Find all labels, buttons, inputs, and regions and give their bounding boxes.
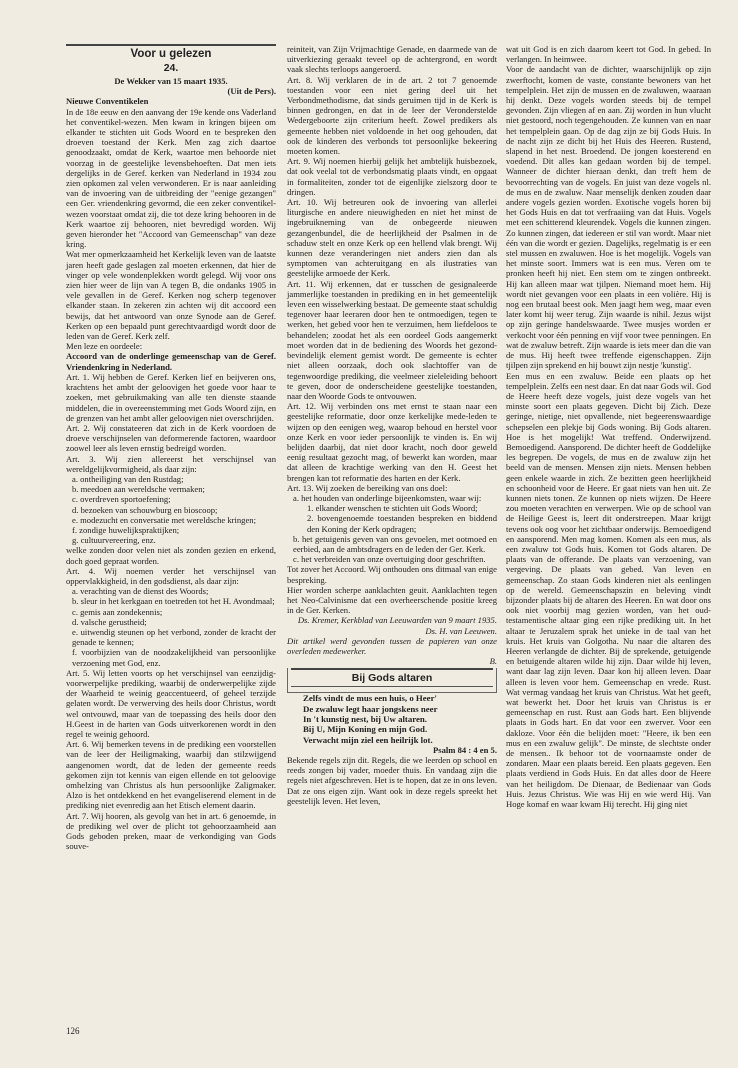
- article-13: Art. 13. Wij zoeken de bereiking van ons doel:: [287, 482, 448, 493]
- list-item: e. modezucht en conversatie met wereldsche kringen;: [72, 514, 256, 525]
- list-item: g. cultuurvereering, enz.: [72, 535, 156, 546]
- list-item: c. gemis aan zondekennis;: [72, 606, 163, 617]
- editor-note: Dit artikel werd gevonden tussen de papieren van onze overleden medewerker.: [287, 635, 497, 656]
- article-title: Voor u gelezen: [130, 48, 212, 60]
- article-3: Art. 3. Wij zien allereerst het verschijnsel van wereldgelijkvormigheid, als daar zijn:: [66, 453, 276, 474]
- signature-second: Ds. H. van Leeuwen.: [425, 625, 497, 636]
- psalm-verse: [287, 693, 497, 744]
- list-item: a. verachting van de dienst des Woords;: [72, 586, 209, 597]
- verse-line: In 't kunstig nest, bij Uw altaren.: [303, 713, 427, 724]
- article-2-rule: [291, 668, 493, 670]
- list-item: d. valsche gerustheid;: [72, 616, 147, 627]
- read-judge-line: Men leze en oordeele:: [66, 341, 143, 352]
- list-item: 2. bovengenoemde toestanden bespreken en biddend den Koning der Kerk opdragen;: [307, 513, 497, 534]
- article-subtitle: Nieuwe Conventikelen: [66, 96, 149, 107]
- list-item: a. ontheiliging van den Rustdag;: [72, 473, 184, 484]
- article-2-paragraph: Voor de aandacht van de dichter, waarschijnlijk op zijn zwerftocht, komen de vaste, constante bewoners van het tempelplein. Het zijn de mussen en de zwaluwen, waaraan hij denkt. Deze vogels worden steeds bij de tempel gevonden. Zijn vliegen af en aan. Zij worden in hun vlucht niet gestoord, noch tegengehouden. Ze kunnen van en naar het tempelplein gaan. Op de dag zijn ze bij Gods Huis. In de nacht zijn ze dicht bij het Huis des Heeren. Rustend, slapend in het nest. Broedend. De jongen koesterend en voedend. Dit alles kan gedaan worden bij de tempel. Wanneer de dichter hieraan denkt, dan treft hem de bevoorrechting van de vogels. En juist van deze vogels nl. de mus en de zwaluw. Naar menselijk denken zouden daar andere vogels gezien worden. Exotische vogels horen bij het Gods Huis en dat tot verfraaiing van dat Huis. Vogels met een schitterend kleurendek. Vogels die kunnen zingen. Zo kunnen zingen, dat iedereen er stil van wordt. Maar niet één van die wordt er gezien. Dagelijks, regelmatig is er een stel mussen en zwaluwen. Hoe is het mogelijk. Vogels van het minste soort. Immers wat is een mus. Veren om te pronken heeft hij niet. Een stem om te zingen ontbreekt. Hij kan alleen maar wat tjilpen. Niemand moet hem. Hij wordt niet gevangen voor een plaats in een volière. Hij is nog een brutaal beest ook. Men jaagt hem weg, maar even later komt hij weer terug. Zijn waarde is nihil. Jezus wijst op zijn geringe handelswaarde. Twee musjes worden er verkocht voor één penning en vijf voor twee penningen. En wat de zwaluw betreft. Zijn waarde is iets meer dan die van de mus. Hij heeft twee treffende eigenschappen. Zijn tjilpen zijn sprekend en hij bouwt zijn nestje 'kunstig'.: [506, 64, 711, 371]
- article-4: Art. 4. Wij noemen verder het verschijnsel van oppervlakkigheid, in den godsdienst, als daar zijn:: [66, 565, 276, 586]
- accord-title: Accoord van de onderlinge gemeenschap van de Geref. Vriendenkring in Nederland.: [66, 351, 276, 372]
- article-9: Art. 9. Wij noemen hierbij gelijk het ambtelijk huisbezoek, dat ook veelal tot de verbondsmatig plaats vindt, en opgaat in formaliteiten, zonder tot de eigenlijke zielszorg door te dringen.: [287, 156, 497, 197]
- article-2-title: Bij Gods altaren: [351, 672, 433, 685]
- article-number: 24.: [163, 62, 179, 74]
- article-8: Art. 8. Wij verklaren de in de art. 2 tot 7 genoemde toestanden voor een niet gering deel uit het Verbondmethodisme, dat sinds geruimen tijd in de Kerk is binnen gedrongen, en dat in de leer der Veronderstelde Wedergeboorte zijn criterium heeft. Zowel predikers als gemeente hebben niet voldoende in het oog gehouden, dat ook de kinderen des verbonds tot persoonlijke bekeering moeten komen.: [287, 74, 497, 157]
- list-item: f. zondige huwelijkspraktijken;: [72, 524, 180, 535]
- intro-paragraph: In de 18e eeuw en den aanvang der 19e kende ons Vaderland het conventikel-wezen. Men kwam in kringen bijeen om elkander te stichten uit Gods Woord en te bespreken den droeven toestand der Kerk. Men zag zich daartoe genoodzaakt, omdat de Kerk, waartoe men behoorde niet voorzag in de geestelijke levensbehoeften. Dat men iets dergelijks in de Geref. kerken van Nederland in 1934 zou zien opkomen zal velen verwonderen. Er is naar aanleiding van de invoering van de uitbreiding der "eenige gezangen" een Ger. vriendenkring gevormd, die een zeker conventikel-wezen voorstaat omdat zij, die tot deze kring behooren in de Kerk waartoe zij behooren, niet bevredigd worden. Wij geven hieronder het "Accoord van Gemeenschap" van deze kring.: [66, 106, 276, 250]
- article-2: Art. 2. Wij constateeren dat zich in de Kerk voordoen de droeve verschijnselen van deformerende factoren, waardoor zoowel leer als leven ernstig bedreigd worden.: [66, 422, 276, 454]
- commentary-paragraph: Wat mer opmerkzaamheid het Kerkelijk leven van de laatste jaren heeft gade geslagen zal moeten erkennen, dat hier de vinger op vele wondenplekken wordt gelegd. Wij voor ons zien hier weer de lijn van A tegen B, die ondanks 1905 in vele gevallen in de Geref. Kerken nog scherp tegenover elkander staan. In zekeren zin achten wij dit accoord een bewijs, dat het antwoord van onze Synode aan de Geref. Kerken op een bepaald punt gerechtvaardigd wordt door de leden van de Geref. Kerk zelf.: [66, 249, 276, 342]
- list-item: b. sleur in het kerkgaan en toetreden tot het H. Avondmaal;: [72, 596, 275, 607]
- article-4-list: [66, 586, 276, 668]
- article-13-list: [287, 493, 497, 564]
- list-item: c. het verbreiden van onze overtuiging door geschriften.: [293, 554, 486, 565]
- column-3: [506, 44, 711, 809]
- article-11: Art. 11. Wij erkennen, dat er tusschen de gesignaleerde jammerlijke toestanden in prediking en in het gemeentelijk leven een wisselwerking bestaat. De gemeente staat schuldig tegenover haar leeraren door hen te ontmoedigen, tegen te werken, het gebed voor hen te verzuimen, hem liefdeloos te behandelen; zoodat het als een oordeel Gods aangemerkt moet worden dat in de bediening des Woords het gezond-bevindelijk element gemist wordt. De gemeente is echter niet alleen oorzaak, doch ook slachtoffer van de tegenwoordige prediking, die veelmeer zieleleiding behoort te geven, door de onderscheidene geestelijke toestanden, naar den Woorde Gods te ontvouwen.: [287, 278, 497, 401]
- list-item: c. overdreven sportoefening;: [72, 494, 171, 505]
- article-2-header-box: [287, 668, 497, 693]
- column-1: [66, 44, 276, 851]
- closing-paragraph-2: Hier worden scherpe aanklachten geuit. Aanklachten tegen het Neo-Calvinisme dat een overheerschende positie kreeg in de Ger. Kerken.: [287, 584, 497, 616]
- article-2-thin-rule: [291, 686, 493, 687]
- article-10: Art. 10. Wij betreuren ook de invoering van allerlei liturgische en andere nieuwigheden en niet het minst de ingebruikneming van de onbegeerde nieuwen gezangenbundel, die de heerlijkheid der Psalmen in de schaduw stelt en onze Kerk op een hellend vlak brengt. Wij kunnen deze veranderingen niet anders zien dan als symptomen van achteruitgang en als ilustraties van geestelijke armoede der Kerk.: [287, 197, 497, 279]
- list-item: e. uitwendig steunen op het verbond, zonder de kracht der genade te kennen;: [72, 626, 276, 648]
- psalm-reference: Psalm 84 : 4 en 5.: [433, 744, 497, 755]
- list-item: b. het getuigenis geven van ons gevoelen, met ootmoed en eerbied, aan de ambtsdragers en de leden der Ger. Kerk.: [293, 533, 497, 554]
- editor-initial: B.: [489, 656, 497, 667]
- verse-line: Bij U, Mijn Koning en mijn God.: [303, 724, 428, 735]
- closing-paragraph: Tot zover het Accoord. Wij onthouden ons ditmaal van enige bespreking.: [287, 564, 497, 585]
- source-sub: (Uit de Pers).: [227, 86, 276, 97]
- article-3-list: [66, 474, 276, 545]
- signature-author: Ds. Kremer, Kerkblad van Leeuwarden van 9 maart 1935.: [297, 615, 497, 626]
- list-item: d. bezoeken van schouwburg en bioscoop;: [72, 504, 218, 515]
- column-2: [287, 44, 497, 806]
- article-12: Art. 12. Wij verbinden ons met ernst te staan naar een geestelijke reformatie, door onze kerkelijke mede-leden te wijzen op den eenigen weg, waarop behoud en herstel voor onze Kerk en voor ieder persoonlijk te vinden is. En wij belijden daarbij, dat niet door kracht, noch door geweld eenig resultaat gezocht mag, of bewerkt kan worden, maar dat alleen de krachtige werking van den H. Geest het brengen kan tot reformatie des harten en der Kerk.: [287, 401, 497, 483]
- article-6: Art. 6. Wij bemerken tevens in de prediking een voorstellen van de leer der Heiligmaking, waarbij dan stilzwijgend aangenomen wordt, dat de leden der gemeente reeds gekomen zijn tot kennis van eigen ellende en tot geloovige omhelzing van Christus als hun persoonlijke Zaligmaker. Alzo is het ontdekkend en het evangeliserend element in de prediking niet evenredig aan het Etisch element daarin.: [66, 739, 276, 811]
- article-3-end: welke zonden door velen niet als zonden gezien en erkend, doch goed gepraat worden.: [66, 545, 276, 566]
- source-line: De Wekker van 15 maart 1935.: [114, 76, 228, 86]
- top-rule: [66, 44, 276, 46]
- article-2-paragraph: wat uit God is en zich daarom keert tot God. In gebed. In verlangen. In heimwee.: [506, 44, 711, 65]
- article-2-opening: Bekende regels zijn dit. Regels, die we leerden op school en reeds zongen bij vader, moeder thuis. En vandaag zijn die regels niet afgeschreven. Het is te hopen, dat ze in ons leven. Dat ze ons eigen zijn. Want ook in deze regels spreekt het geestelijk leven. Het leven,: [287, 755, 497, 806]
- list-item: 1. elkander wenschen te stichten uit Gods Woord;: [307, 503, 478, 514]
- article-7-continued: reiniteit, van Zijn Vrijmachtige Genade, en daarmede van de uitverkiezing geraakt teveel op de achtergrond, en wordt vaak slechts terloops aangeroerd.: [287, 44, 497, 75]
- article-1: Art. 1. Wij hebben de Geref. Kerken lief en beijveren ons, krachtens het ambt der geloovigen het goede voor haar te zoeken, met gebruikmaking van alle ten dienste staande middelen, die in overeenstemming met Gods Woord zijn, en de grenzen van het ambt aller geloovigen niet overschrijden.: [66, 371, 276, 423]
- article-7: Art. 7. Wij hooren, als gevolg van het in art. 6 genoemde, in de prediking wel over de plicht tot gehoorzaamheid aan Gods geboden preken, maar de verkondiging van Gods souve-: [66, 810, 276, 852]
- article-2-paragraph: Een mus en een zwaluw. Beide een plaats op het tempelplein. Zelfs een nest daar. En dat naar Gods wil. God de Heere heeft deze vogels, juist deze vogels van het minste soort een plaats gegeven. Dicht bij Zich. Deze geringe, nietige, niet opvallende, niet begeerenswaardige schepselen een plekje bij Gods woning. Bij Gods altaren. Hoe is het mogelijk! Wat treffend. Onderwijzend. Bemoedigend. Aansporend. De dichter heeft de Goddelijke les begrepen. De vogels, de mus en de zwaluw zijn het beeld van de mensen. Mensen zijn niets. Mensen hebben geen enkele waarde in zich. Ze bezitten geen heerlijkheid en schoonheid voor de Heere. Er gaat niets van hen uit. Ze kunnen niets tonen. Ze kunnen op niets wijzen. De Heere zou moeten verachten en verwerpen. Wie op de school van de Heilige Geest is, leert dit onderstreepen. Maar krijgt tevens ook oog voor het zichtbaar onderwijs. Bemoedigend en aansporend. Men mag komen. Komen als een mus, als een zwaluw tot Gods huis. Komen tot Gods altaren. De plaats van de offerande. De plaats van verzoening, van vergeving. De plaats van gebed. Van leven en gemeenschap. Zo staan Gods kinderen niet als eenlingen op de wereld. Gemeenschapszin en beleving vindt bijzonder plaats bij de altaren des Heeren. En wat door ons ook niet voorbij mag gezien worden, van het oud-testamentische altaar ging een rijke prediking uit. In het altaar te Jeruzalem sprak het unieke in de taal van het kruis. Het kruis van Golgotha. Nu naar die altaren des Heeren verlangde de dichter. Bij de sprekende, getuigende en betuigende altaren wilde hij zijn. Daar wilde hij leven, want daar lag zijn leven. Daar kon hij alleen leven. Daar alleen is leven voor hem. Gemeenschap en vrede. Rust. Wat vermag vandaag het kruis van Christus. Wat het geeft, wat bewerkt het. Door het kruis van Christus is er gemeenschap en rust. Rust aan Gods hart. Een blijvende plaats in Gods hart. En dat voor een zwerver. Voor een dakloze. Voor één die belijden moet: "Heere, ik ben een mus en een zwaluw gelijk". De minste, de slechtste onder de mensen.. Ik behoor tot de voornaamste onder de zondaren. Maar een plaats bereid. Een plaats gegeven. Een plaats verdiend in Gods Huis. En dat alles door de Heere van het heiligdom. De Dienaar, de Bedienaar van Gods Huis. Jezus Christus. Wie was Hij en wie werd Hij. Van Hoge komaf en waar kwam Hij terecht. Hij ging niet: [506, 370, 711, 810]
- page-number: 126: [66, 1026, 80, 1036]
- verse-line: Zelfs vindt de mus een huis, o Heer': [303, 693, 437, 704]
- article-5: Art. 5. Wij letten voorts op het verschijnsel van eenzijdig-voorwerpelijke prediking, waarbij de onderwerpelijke zijde der Waarheid te weinig geaccentueerd, of geheel terzijde gelaten wordt. De verwerving des heils door Christus, wordt wel ontvouwd, maar van de toepassing des heils door den H.Geest in de harten van Gods uitverkorenen wordt in den regel te weinig gehoord.: [66, 667, 276, 739]
- list-item: a. het houden van onderlinge bijeenkomsten, waar wij:: [293, 492, 482, 503]
- list-item: b. meedoen aan wereldsche vermaken;: [72, 484, 205, 495]
- verse-line: Verwacht mijn ziel een heilrijk lot.: [303, 734, 433, 745]
- verse-line: De zwaluw legt haar jongskens neer: [303, 703, 438, 714]
- list-item: f. voorbijzien van de noodzakelijkheid van persoonlijke verzoening met God, enz.: [72, 647, 276, 668]
